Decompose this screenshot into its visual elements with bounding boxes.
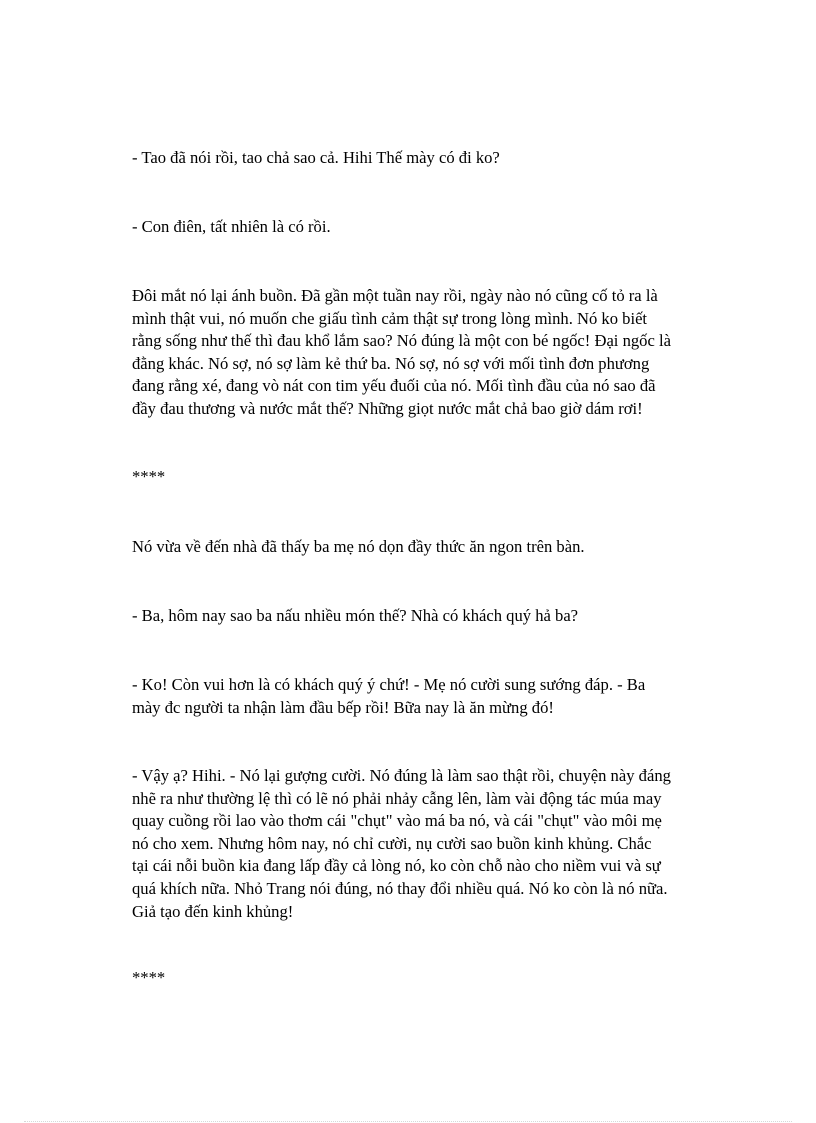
text-line: nó cho xem. Nhưng hôm nay, nó chỉ cười, nụ cười sao buồn kinh khủng. Chắc bbox=[132, 833, 652, 853]
section-separator bbox=[132, 967, 742, 990]
text-line: - Con điên, tất nhiên là có rồi. bbox=[132, 217, 331, 236]
text-line: **** bbox=[132, 968, 166, 987]
text-line: nhẽ ra như thường lệ thì có lẽ nó phải nhảy cẫng lên, làm vài động tác múa may bbox=[132, 788, 662, 808]
text-line: quay cuồng rồi lao vào thơm cái "chụt" vào má ba nó, và cái "chụt" vào môi mẹ bbox=[132, 811, 662, 831]
paragraph-dialogue-2 bbox=[132, 216, 742, 239]
paragraph-dialogue-3 bbox=[132, 605, 742, 628]
text-line: quá khích nữa. Nhỏ Trang nói đúng, nó thay đổi nhiều quá. Nó ko còn là nó nữa. bbox=[132, 878, 668, 898]
paragraph-dialogue-4 bbox=[132, 674, 742, 719]
text-line: mày đc người ta nhận làm đầu bếp rồi! Bữa nay là ăn mừng đó! bbox=[132, 697, 554, 717]
text-line: Giả tạo đến kinh khủng! bbox=[132, 901, 294, 921]
paragraph-dialogue-1 bbox=[132, 147, 742, 170]
text-line: - Vậy ạ? Hihi. - Nó lại gượng cười. Nó đúng là làm sao thật rồi, chuyện này đáng bbox=[132, 766, 671, 785]
page-bottom-divider bbox=[24, 1121, 792, 1122]
paragraph-narration-1 bbox=[132, 285, 742, 421]
text-line: - Ko! Còn vui hơn là có khách quý ý chứ! - Mẹ nó cười sung sướng đáp. - Ba bbox=[132, 675, 646, 694]
text-line: **** bbox=[132, 467, 166, 486]
text-line: rằng sống như thế thì đau khổ lắm sao? Nó đúng là một con bé ngốc! Đại ngốc là bbox=[132, 331, 671, 351]
text-line: mình thật vui, nó muốn che giấu tình cảm thật sự trong lòng mình. Nó ko biết bbox=[132, 308, 648, 328]
text-line: tại cái nỗi buồn kia đang lấp đầy cả lòng nó, ko còn chỗ nào cho niềm vui và sự bbox=[132, 856, 661, 876]
text-line: Nó vừa về đến nhà đã thấy ba mẹ nó dọn đầy thức ăn ngon trên bàn. bbox=[132, 537, 585, 556]
text-line: đằng khác. Nó sợ, nó sợ làm kẻ thứ ba. Nó sợ, nó sợ với mối tình đơn phương bbox=[132, 353, 650, 373]
text-line: đầy đau thương và nước mắt thế? Những giọt nước mắt chả bao giờ dám rơi! bbox=[132, 398, 643, 418]
text-line: - Tao đã nói rồi, tao chả sao cả. Hihi Thế mày có đi ko? bbox=[132, 148, 500, 167]
text-line: - Ba, hôm nay sao ba nấu nhiều món thế? Nhà có khách quý hả ba? bbox=[132, 606, 579, 625]
paragraph-narration-2 bbox=[132, 536, 742, 559]
text-line: đang rằng xé, đang vò nát con tim yếu đuối của nó. Mối tình đầu của nó sao đã bbox=[132, 376, 656, 396]
text-line: Đôi mắt nó lại ánh buồn. Đã gần một tuần nay rồi, ngày nào nó cũng cố tỏ ra là bbox=[132, 286, 658, 305]
paragraph-dialogue-5 bbox=[132, 765, 742, 923]
section-separator bbox=[132, 466, 742, 489]
